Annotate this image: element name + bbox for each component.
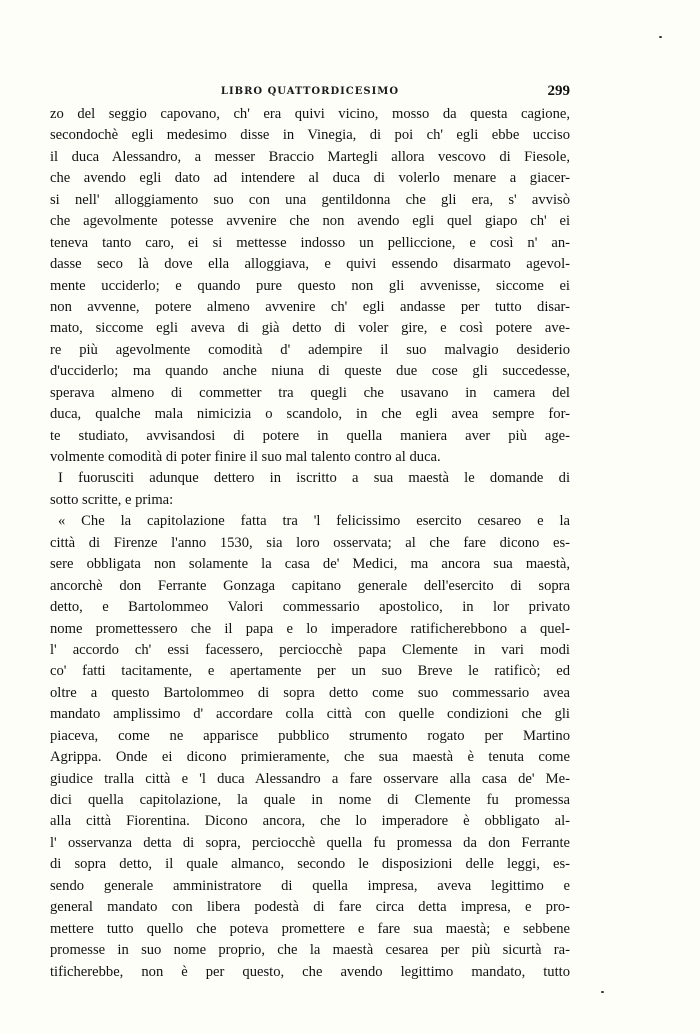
text-line: di sopra detto, il quale almanco, secondo le disposizioni delle leggi, es-	[50, 856, 570, 873]
text-line: sperava almeno di commetter tra quegli che usavano in camera del	[50, 384, 570, 401]
text-line: mato, siccome egli aveva di già detto di voler gire, e così potere ave-	[50, 320, 570, 337]
text-line: teneva tanto caro, ei si mettesse indosso un pelliccione, e così n' an-	[50, 234, 570, 251]
text-line: co' fatti tacitamente, e apertamente per un suo Breve le ratificò; ed	[50, 663, 570, 680]
text-line: dasse seco là dove ella alloggiava, e quivi essendo disarmato agevol-	[50, 256, 570, 273]
text-line: tificherebbe, non è per questo, che avendo legittimo mandato, tutto	[50, 963, 570, 980]
text-line: oltre a questo Bartolommeo di sopra detto come suo commessario avea	[50, 684, 570, 701]
text-line: secondochè egli medesimo disse in Vinegia, di poi ch' egli ebbe ucciso	[50, 127, 570, 144]
text-line: l' accordo ch' essi facessero, perciocchè papa Clemente in vari modi	[50, 641, 570, 658]
ink-speck	[659, 36, 662, 38]
text-line: volmente comodità di poter finire il suo mal talento contro al duca.	[50, 449, 441, 465]
text-line: d'ucciderlo; ma quando anche niuna di queste due cose gli succedesse,	[50, 363, 570, 380]
text-line: non avvenne, potere almeno avvenire ch' egli andasse per tutto disar-	[50, 298, 570, 315]
page-number: 299	[547, 83, 570, 99]
body-text	[50, 104, 570, 983]
text-line: che avendo egli dato ad intendere al duca di volerlo menare a giacer-	[50, 170, 570, 187]
ink-speck	[601, 991, 604, 993]
text-line: re più agevolmente comodità d' adempire il suo malvagio desiderio	[50, 341, 570, 358]
text-line: zo del seggio capovano, ch' era quivi vicino, mosso da questa cagione,	[50, 106, 570, 122]
page-header	[50, 83, 570, 106]
text-line: I fuorusciti adunque dettero in iscritto a sua maestà le domande di	[58, 470, 570, 487]
text-line: « Che la capitolazione fatta tra 'l felicissimo esercito cesareo e la	[58, 513, 570, 530]
text-line: dici quella capitolazione, la quale in nome di Clemente fu promessa	[50, 792, 570, 808]
text-line: alla città Fiorentina. Dicono ancora, che lo imperadore è obbligato al-	[50, 813, 570, 830]
text-line: piaceva, come ne apparisce pubblico strumento rogato per Martino	[50, 727, 570, 744]
text-line: sendo generale amministratore di quella impresa, aveva legittimo e	[50, 877, 570, 894]
text-line: nome promettessero che il papa e lo imperadore ratificherebbono a quel-	[50, 620, 570, 637]
text-line: Agrippa. Onde ei dicono primieramente, che sua maestà è tenuta come	[50, 749, 570, 766]
text-line: giudice tralla città e 'l duca Alessandro a fare osservare alla casa de' Me-	[50, 770, 570, 787]
text-line: che agevolmente potesse avvenire che non avendo egli quel giapo ch' ei	[50, 213, 570, 230]
text-line: ancorchè don Ferrante Gonzaga capitano generale dell'esercito di sopra	[50, 577, 570, 594]
text-line: città di Firenze l'anno 1530, sia loro osservata; al che fare dicono es-	[50, 534, 570, 551]
text-line: duca, qualche mala nimicizia o scandolo, in che egli avea sempre for-	[50, 406, 570, 423]
text-line: promesse in suo nome proprio, che la maestà cesarea per più sicurtà ra-	[50, 942, 570, 959]
text-line: general mandato con libera podestà di fare circa detta impresa, e pro-	[50, 899, 570, 916]
text-line: sotto scritte, e prima:	[50, 491, 174, 508]
running-head: LIBRO QUATTORDICESIMO	[220, 86, 400, 97]
text-line: mettere tutto quello che poteva promettere e fare sua maestà; e sebbene	[50, 920, 570, 937]
text-line: sere obbligata non solamente la casa de' Medici, ma ancora sua maestà,	[50, 556, 570, 573]
text-line: mandato amplissimo d' accordare colla città con quelle condizioni che gli	[50, 706, 570, 723]
text-line: detto, e Bartolommeo Valori commessario apostolico, in lor privato	[50, 599, 570, 616]
text-line: te studiato, avvisandosi di potere in quella maniera aver più age-	[50, 427, 570, 444]
text-line: mente ucciderlo; e quando pure questo non gli avvenisse, siccome ei	[50, 277, 570, 294]
text-line: l' osservanza detta di sopra, perciocchè quella fu promessa da don Ferrante	[50, 834, 570, 851]
text-line: si nell' alloggiamento suo con una gentildonna che gli era, s' avvisò	[50, 191, 570, 208]
text-line: il duca Alessandro, a messer Braccio Martegli allora vescovo di Fiesole,	[50, 148, 570, 165]
